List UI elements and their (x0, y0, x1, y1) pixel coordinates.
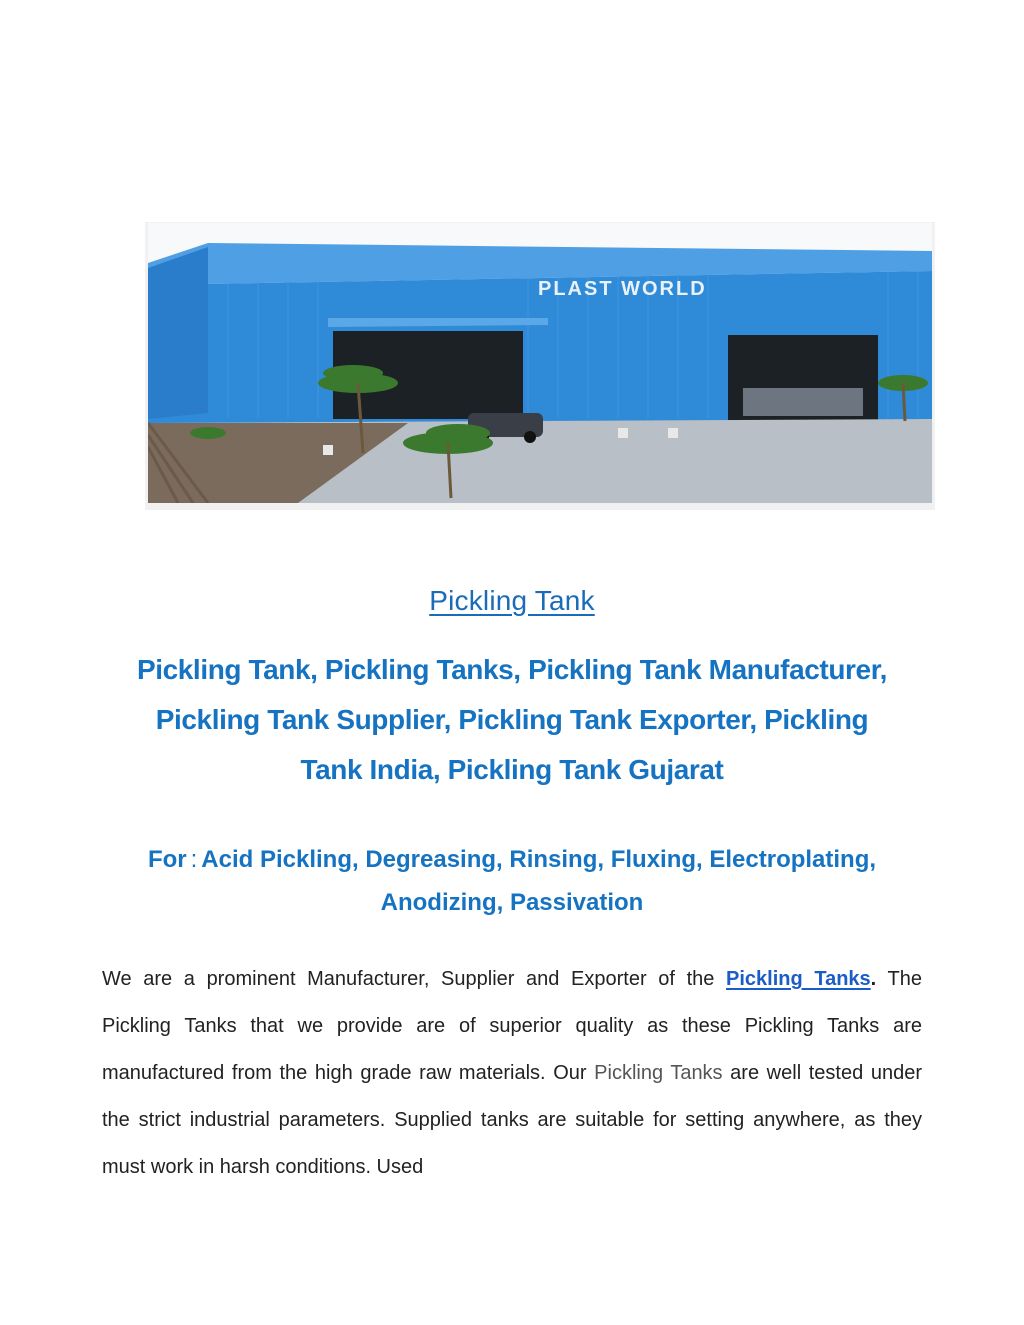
uses-items: Acid Pickling, Degreasing, Rinsing, Fluxing, Electroplating, Anodizing, Passivation (201, 846, 877, 916)
page-title-link[interactable]: Pickling Tank (429, 585, 595, 616)
body-intro-end: . (870, 968, 877, 990)
keywords-heading: Pickling Tank, Pickling Tanks, Pickling Tank Manufacturer, Pickling Tank Supplier, Pickling Tank Exporter, Pickling Tank India, Pickling Tank Gujarat (136, 654, 888, 785)
body-part3: are well tested under the strict industrial parameters. Supplied tanks are suitable for setting anywhere, as they must work in harsh conditions. Used (102, 1062, 922, 1178)
photo-frame (145, 222, 935, 510)
factory-sign: PLAST WORLD (538, 278, 707, 300)
uses-label: For (147, 846, 187, 873)
body-highlight: Pickling Tanks (594, 1062, 723, 1084)
body-intro: We are a prominent Manufacturer, Supplier and Exporter of the (102, 968, 727, 990)
factory-photo (148, 223, 932, 503)
factory-illustration (148, 223, 932, 503)
uses-colon: : (190, 846, 198, 873)
body-paragraph (102, 956, 922, 1191)
uses-heading (100, 838, 924, 924)
pickling-tanks-link[interactable]: Pickling Tanks (726, 968, 871, 990)
body-part2: The Pickling Tanks that we provide are of superior quality as these Pickling Tanks are manufactured from the high grade raw materials. Our (102, 968, 922, 1084)
